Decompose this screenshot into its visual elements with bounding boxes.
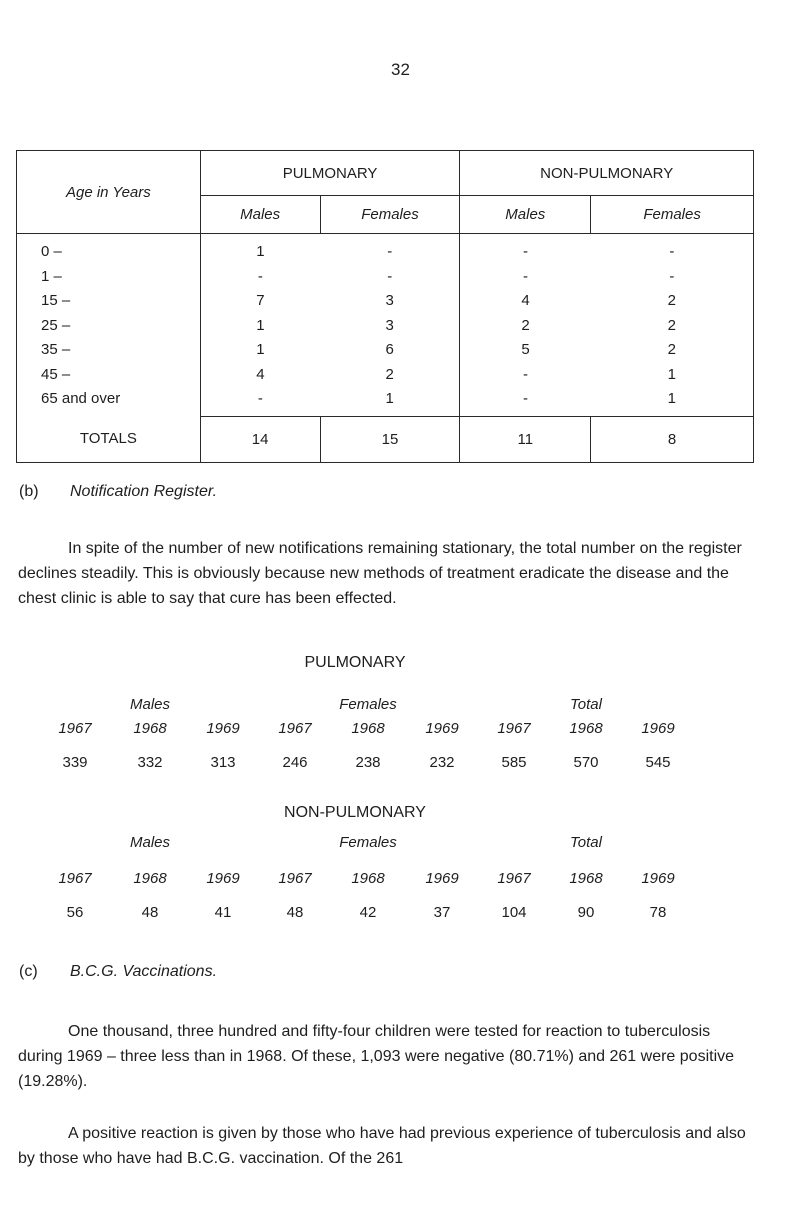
group-label: Females [339,696,397,713]
table-cell: 6 [385,341,394,358]
year-label: 1968 [133,720,167,737]
year-label: 1969 [641,720,675,737]
table-cell: 3 [385,292,394,309]
group-label: Females [339,834,397,851]
total-cell: 11 [460,416,591,462]
page-number: 32 [391,60,410,79]
value-cell: 48 [141,904,159,921]
section-c-paragraph-1: One thousand, three hundred and fifty-four children were tested for reaction to tuberculosis during 1969 – three less than in 1968. Of these, 1,093 were negative (80.71%) and 261 were positive (19.28%). [18,1023,735,1090]
year-label: 1968 [351,720,385,737]
non-pulmonary-title: NON-PULMONARY [284,804,426,821]
value-cell: 78 [649,904,667,921]
value-cell: 313 [210,754,236,771]
year-label: 1967 [497,720,531,737]
value-cell: 246 [282,754,308,771]
year-label: 1967 [497,870,531,887]
section-c-paragraph-2: A positive reaction is given by those who have had previous experience of tuberculosis and also by those who have had B.C.G. vaccination. Of the 261 [18,1125,746,1167]
year-label: 1969 [206,720,240,737]
value-cell: 41 [214,904,232,921]
table-cell: 2 [385,365,394,383]
table-cell: 2 [521,316,530,334]
age-row-label: 25 – [41,316,71,334]
age-row-label: 45 – [41,365,71,383]
section-b-paragraph: In spite of the number of new notifications remaining stationary, the total number on the register declines steadily. This is obviously because new methods of treatment eradicate the disease and the chest clinic is able to say that cure has been effected. [18,540,742,607]
group-label: Total [570,834,602,851]
value-cell: 42 [359,904,377,921]
total-cell: 14 [200,416,320,462]
table-cell: - [669,267,675,285]
value-cell: 104 [501,904,527,921]
table-cell: - [523,267,529,285]
value-cell: 37 [433,904,451,921]
non-pulmonary-header: NON-PULMONARY [460,151,754,196]
year-label: 1969 [425,720,459,737]
year-label: 1969 [425,870,459,887]
year-label: 1968 [569,720,603,737]
table-cell: 1 [256,316,265,334]
pulmonary-title: PULMONARY [304,654,406,671]
value-cell: 90 [577,904,595,921]
table-cell: - [523,365,529,383]
table-cell: - [257,390,263,407]
year-label: 1967 [58,870,92,887]
table-cell: 7 [256,292,265,309]
table-cell: - [387,267,393,285]
group-label: Males [129,834,170,851]
total-cell: 15 [320,416,460,462]
group-label: Total [570,696,602,713]
year-label: 1967 [278,720,312,737]
table-cell: - [387,243,393,260]
value-cell: 339 [62,754,88,771]
group-label: Males [129,696,170,713]
section-b-label: (b) [19,483,39,500]
pulmonary-header: PULMONARY [200,151,460,196]
total-cell: 8 [591,416,754,462]
table-cell: 1 [256,341,265,358]
value-cell: 56 [66,904,84,921]
table-cell: - [257,267,263,285]
year-label: 1969 [206,870,240,887]
value-cell: 545 [645,754,671,771]
section-c-label: (c) [19,963,38,980]
year-label: 1968 [133,870,167,887]
table-cell: 1 [667,365,677,383]
year-label: 1967 [278,870,312,887]
table-cell: 5 [521,341,530,358]
pulmonary-males-header: Males [200,196,320,234]
age-header: Age in Years [17,151,201,234]
table-cell: 4 [521,292,530,309]
value-cell: 570 [573,754,599,771]
value-cell: 232 [429,754,455,771]
year-label: 1969 [641,870,675,887]
age-row-label: 35 – [41,341,71,358]
table-cell: - [523,243,529,260]
totals-label: TOTALS [17,416,201,462]
age-row-label: 15 – [41,292,71,309]
value-cell: 585 [501,754,527,771]
table-cell: 1 [385,390,394,407]
table-cell: 3 [385,316,394,334]
table-cell: 1 [667,390,677,407]
value-cell: 238 [355,754,381,771]
table-cell: 2 [667,292,677,309]
table-cell: - [669,243,675,260]
section-c-title: B.C.G. Vaccinations. [70,963,218,980]
year-label: 1968 [569,870,603,887]
non-pulmonary-females-header: Females [591,196,754,234]
section-b-title: Notification Register. [70,483,218,500]
year-label: 1967 [58,720,92,737]
age-row-label: 65 and over [41,390,121,407]
age-row-label: 0 – [41,243,62,260]
age-row-label: 1 – [41,267,62,285]
table-cell: 2 [667,316,677,334]
table-cell: - [523,390,529,407]
table-cell: 1 [256,243,265,260]
pulmonary-females-header: Females [320,196,460,234]
non-pulmonary-males-header: Males [460,196,591,234]
table-cell: 4 [256,365,265,383]
value-cell: 48 [286,904,304,921]
year-label: 1968 [351,870,385,887]
table-cell: 2 [667,341,677,358]
value-cell: 332 [137,754,163,771]
